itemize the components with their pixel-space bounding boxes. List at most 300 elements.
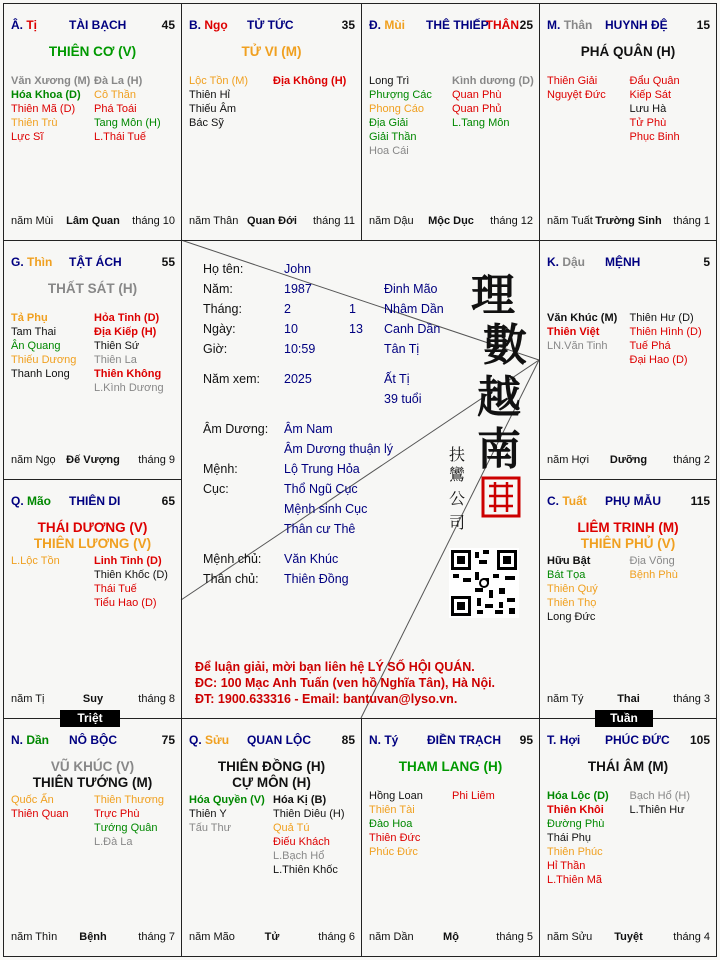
star-column-right <box>94 74 177 144</box>
qr-code <box>449 548 519 618</box>
calligraphy-4: 南 <box>477 424 521 475</box>
palace-phase: Mộc Dục <box>428 215 474 227</box>
palace-phase: Suy <box>82 693 104 705</box>
palace-age-number: 105 <box>689 733 710 747</box>
value-can-month: Nhâm Dần <box>384 302 444 316</box>
palace-branch: Mão <box>27 494 52 508</box>
minor-star: Hóa Khoa (D) <box>11 89 81 101</box>
minor-star: Thiên Phúc <box>547 846 603 858</box>
palace-year: năm Sửu <box>547 931 593 943</box>
star-column-left <box>189 793 273 877</box>
palace-dan <box>3 718 182 957</box>
palace-year: năm Tý <box>547 693 584 705</box>
palace-footer <box>547 693 710 707</box>
palace-age-number: 25 <box>519 18 533 32</box>
minor-star: Thanh Long <box>11 368 70 380</box>
palace-year: năm Thìn <box>11 931 58 943</box>
palace-stem: N. <box>369 733 381 747</box>
palace-name: PHÚC ĐỨC <box>605 733 670 747</box>
star-column-right <box>94 311 177 395</box>
minor-stars <box>369 74 535 158</box>
minor-star: Hồng Loan <box>369 790 423 802</box>
minor-star: Đào Hoa <box>369 818 413 830</box>
major-stars <box>4 520 181 552</box>
value-hour: 10:59 <box>284 342 316 356</box>
minor-star: Văn Khúc (M) <box>547 312 618 324</box>
value-menh-chu: Văn Khúc <box>284 552 339 566</box>
minor-star: Cô Thần <box>94 89 136 101</box>
value-name: John <box>284 262 312 276</box>
palace-year: năm Hợi <box>547 454 590 466</box>
star-column-right <box>273 74 357 130</box>
palace-footer <box>11 931 175 945</box>
minor-star: Thiên Khôi <box>547 804 604 816</box>
major-star: THIÊN LƯƠNG (V) <box>33 536 152 551</box>
value-cuc3: Thân cư Thê <box>284 522 356 536</box>
minor-star: Trực Phù <box>94 808 140 820</box>
palace-mui <box>361 3 540 241</box>
value-am-duong: Âm Nam <box>284 422 333 436</box>
label-menh: Mệnh: <box>203 462 238 476</box>
palace-phase: Đế Vượng <box>66 454 120 466</box>
label-hour: Giờ: <box>203 342 228 356</box>
minor-star: Phượng Các <box>369 89 432 101</box>
minor-star: Thiên Hình (D) <box>629 326 702 338</box>
major-stars <box>540 759 716 775</box>
palace-phase: Bệnh <box>79 931 107 943</box>
palace-year: năm Tị <box>11 693 45 705</box>
palace-branch-label <box>189 18 228 32</box>
major-star: THÁI DƯƠNG (V) <box>37 520 148 535</box>
minor-star: Phong Cáo <box>369 103 425 115</box>
palace-branch: Tị <box>26 18 38 32</box>
palace-phase: Tử <box>264 931 280 943</box>
palace-branch: Thân <box>563 18 593 32</box>
palace-month: tháng 1 <box>673 215 710 227</box>
minor-star: L.Thiên Khốc <box>273 864 338 876</box>
palace-age-number: 35 <box>341 18 355 32</box>
minor-star: Văn Xương (M) <box>11 75 91 87</box>
label-than-chu: Thân chủ: <box>203 572 259 586</box>
palace-branch-label <box>189 733 229 747</box>
major-star: TỬ VI (M) <box>241 44 302 59</box>
palace-mao <box>3 479 182 719</box>
minor-star: Thiên Y <box>189 808 227 820</box>
minor-star: Hỏa Tinh (D) <box>94 312 160 324</box>
palace-month: tháng 5 <box>496 931 533 943</box>
minor-star: Thiên Giải <box>547 75 598 87</box>
center-info <box>181 240 539 718</box>
value-month-lunar: 1 <box>349 302 356 316</box>
palace-footer <box>547 454 710 468</box>
palace-phase: Tuyệt <box>614 931 643 943</box>
minor-star: L.Bạch Hổ <box>273 850 325 862</box>
minor-star: Long Trì <box>369 75 410 87</box>
palace-footer <box>547 931 710 945</box>
palace-stem: Q. <box>11 494 24 508</box>
palace-age-number: 75 <box>161 733 175 747</box>
minor-star: Tả Phụ <box>11 312 48 324</box>
major-stars <box>540 520 716 552</box>
minor-stars <box>11 74 177 144</box>
palace-branch: Sửu <box>205 733 230 747</box>
palace-branch: Ngọ <box>204 18 228 32</box>
minor-star: L.Tang Môn <box>452 117 510 129</box>
label-cuc: Cục: <box>203 482 229 496</box>
palace-branch: Mùi <box>384 18 406 32</box>
major-star: THIÊN CƠ (V) <box>48 44 137 59</box>
major-star: THIÊN TƯỚNG (M) <box>32 775 153 790</box>
major-star: THIÊN ĐỒNG (H) <box>217 759 326 774</box>
palace-footer <box>11 454 175 468</box>
value-menh: Lộ Trung Hỏa <box>284 462 360 476</box>
major-stars <box>182 759 361 791</box>
minor-star: Địa Giải <box>369 117 409 129</box>
palace-month: tháng 6 <box>318 931 355 943</box>
minor-star: Kiếp Sát <box>629 89 672 101</box>
minor-star: Phá Toái <box>94 103 137 115</box>
palace-name: ĐIỀN TRẠCH <box>427 733 501 747</box>
minor-star: Địa Kiếp (H) <box>94 326 157 338</box>
palace-month: tháng 10 <box>132 215 175 227</box>
palace-month: tháng 11 <box>312 215 355 227</box>
major-star: THÁI ÂM (M) <box>587 759 669 774</box>
minor-star: Tam Thai <box>11 326 57 338</box>
palace-footer <box>11 215 175 229</box>
major-star: THẤT SÁT (H) <box>47 281 138 296</box>
palace-suu <box>181 718 362 957</box>
minor-star: Thái Phụ <box>547 832 592 844</box>
palace-stem: B. <box>189 18 201 32</box>
minor-star: Lưu Hà <box>629 103 667 115</box>
minor-star: L.Thiên Mã <box>547 874 603 886</box>
value-day-solar: 10 <box>284 322 298 336</box>
minor-star: Địa Võng <box>629 555 675 567</box>
minor-star: Thiên Tài <box>369 804 415 816</box>
minor-star: Quốc Ấn <box>11 794 54 806</box>
star-column-right <box>630 311 713 367</box>
minor-star: Thiên Đức <box>369 832 421 844</box>
minor-stars <box>11 311 177 395</box>
star-column-right <box>630 789 713 887</box>
label-month: Tháng: <box>203 302 242 316</box>
minor-star: Đường Phù <box>547 818 605 830</box>
palace-age-number: 85 <box>341 733 355 747</box>
minor-star: Kình dương (D) <box>452 75 534 87</box>
minor-star: Hóa Quyền (V) <box>189 794 265 806</box>
palace-branch-label <box>547 18 592 32</box>
small-calligraphy-2: 鸞 <box>449 465 466 484</box>
palace-branch-label <box>11 255 52 269</box>
minor-star: L.Thái Tuế <box>94 131 146 143</box>
minor-star: Hỉ Thần <box>547 860 586 872</box>
minor-star: Bát Tọa <box>547 569 586 581</box>
minor-star: Thiếu Dương <box>11 354 77 366</box>
palace-year: năm Tuất <box>547 215 593 227</box>
minor-stars <box>189 74 357 130</box>
minor-stars <box>11 793 177 849</box>
palace-month: tháng 12 <box>490 215 533 227</box>
label-am-duong: Âm Dương: <box>203 422 269 436</box>
label-day: Ngày: <box>203 322 236 336</box>
small-calligraphy-4: 司 <box>449 513 466 532</box>
palace-branch: Dần <box>26 733 50 747</box>
palace-stem: N. <box>11 733 23 747</box>
palace-footer <box>369 215 533 229</box>
calligraphy-1: 理 <box>471 270 515 321</box>
palace-stem: Â. <box>11 18 23 32</box>
minor-star: Ân Quang <box>11 340 61 352</box>
minor-star: Tuế Phá <box>629 340 671 352</box>
star-column-left <box>547 554 630 624</box>
minor-star: Đẩu Quân <box>629 75 680 87</box>
palace-tuat <box>539 479 717 719</box>
minor-star: Tiểu Hao (D) <box>94 597 157 609</box>
star-column-right <box>452 789 535 859</box>
minor-star: Bác Sỹ <box>189 117 224 129</box>
palace-footer <box>369 931 533 945</box>
red-seal <box>481 476 521 518</box>
palace-stem: C. <box>547 494 559 508</box>
palace-phase: Mộ <box>443 931 459 943</box>
palace-branch: Dậu <box>562 255 586 269</box>
minor-star: Giải Thần <box>369 131 417 143</box>
minor-star: Tang Môn (H) <box>94 117 161 129</box>
major-star: THAM LANG (H) <box>398 759 503 774</box>
value-day-lunar: 13 <box>349 322 363 336</box>
minor-star: Đà La (H) <box>94 75 143 87</box>
palace-age-number: 95 <box>519 733 533 747</box>
small-calligraphy-1: 扶 <box>449 445 466 464</box>
palace-branch-label <box>11 733 49 747</box>
palace-branch: Tuất <box>562 494 587 508</box>
palace-branch-label <box>547 255 585 269</box>
minor-star: Quan Phù <box>452 89 502 101</box>
minor-star: Thiên Quan <box>11 808 69 820</box>
minor-star: Điếu Khách <box>273 836 330 848</box>
minor-star: Hóa Lộc (D) <box>547 790 609 802</box>
palace-year: năm Dậu <box>369 215 414 227</box>
major-stars <box>540 44 716 60</box>
value-can-day: Canh Dần <box>384 322 441 336</box>
minor-star: Thiên Hỉ <box>189 89 230 101</box>
minor-star: Quả Tú <box>273 822 310 834</box>
star-column-left <box>547 74 630 144</box>
palace-phase: Dưỡng <box>609 454 648 466</box>
palace-than <box>539 3 717 241</box>
palace-name: THIÊN DI <box>69 494 121 508</box>
palace-name: TẬT ÁCH <box>69 255 122 269</box>
palace-phase: Thai <box>617 693 640 705</box>
minor-stars <box>547 789 712 887</box>
tuan-badge: Tuần <box>595 710 653 727</box>
value-than-chu: Thiên Đồng <box>284 572 349 586</box>
minor-star: Hoa Cái <box>369 145 409 157</box>
palace-age-number: 115 <box>690 494 710 508</box>
minor-star: Phục Binh <box>629 131 680 143</box>
palace-footer <box>11 693 175 707</box>
palace-stem: Đ. <box>369 18 381 32</box>
major-stars <box>4 44 181 60</box>
palace-age-number: 5 <box>703 255 710 269</box>
minor-star: Phi Liêm <box>452 790 495 802</box>
star-column-right <box>452 74 535 158</box>
palace-ty <box>3 3 182 241</box>
palace-footer <box>547 215 710 229</box>
star-column-right <box>94 554 177 610</box>
palace-stem: M. <box>547 18 561 32</box>
value-can-hour: Tân Tị <box>384 342 420 356</box>
palace-stem: G. <box>11 255 24 269</box>
minor-star: Hữu Bật <box>547 555 591 567</box>
label-menh-chu: Mệnh chủ: <box>203 552 262 566</box>
star-column-right <box>630 74 713 144</box>
value-year: 1987 <box>284 282 312 296</box>
palace-thin <box>3 240 182 480</box>
minor-star: Bệnh Phù <box>629 569 678 581</box>
palace-footer <box>189 215 355 229</box>
value-cuc2: Mệnh sinh Cục <box>284 502 368 516</box>
minor-stars <box>189 793 357 877</box>
palace-branch-label <box>547 494 587 508</box>
major-star: THIÊN PHỦ (V) <box>580 536 676 551</box>
palace-name: TÀI BẠCH <box>69 18 127 32</box>
palace-name: THÊ THIẾP <box>426 18 489 32</box>
palace-age-number: 45 <box>161 18 175 32</box>
star-column-left <box>369 789 452 859</box>
minor-star: L.Kình Dương <box>94 382 164 394</box>
minor-star: Thiên Hư (D) <box>629 312 694 324</box>
palace-ty2 <box>361 718 540 957</box>
palace-ngo <box>181 3 362 241</box>
minor-star: Thiên Việt <box>547 326 600 338</box>
major-star: LIÊM TRINH (M) <box>577 520 679 535</box>
palace-branch-label <box>11 18 37 32</box>
calligraphy-3: 越 <box>477 372 521 423</box>
value-view-year: 2025 <box>284 372 312 386</box>
major-stars <box>182 44 361 60</box>
palace-name: QUAN LỘC <box>247 733 311 747</box>
palace-month: tháng 4 <box>673 931 710 943</box>
calligraphy-2: 數 <box>483 320 527 371</box>
palace-month: tháng 3 <box>673 693 710 705</box>
palace-phase: Trường Sinh <box>595 215 662 227</box>
palace-month: tháng 9 <box>138 454 175 466</box>
value-cuc: Thổ Ngũ Cục <box>284 482 358 496</box>
palace-year: năm Mão <box>189 931 235 943</box>
label-year: Năm: <box>203 282 233 296</box>
minor-star: Phúc Đức <box>369 846 418 858</box>
minor-star: Bạch Hổ (H) <box>629 790 691 802</box>
palace-month: tháng 8 <box>138 693 175 705</box>
star-column-left <box>11 311 94 395</box>
minor-star: Thiên Trù <box>11 117 58 129</box>
minor-star: Tấu Thư <box>189 822 232 834</box>
major-stars <box>362 759 539 775</box>
star-column-right <box>630 554 713 624</box>
minor-star: Nguyệt Đức <box>547 89 606 101</box>
label-name: Họ tên: <box>203 262 244 276</box>
palace-age-number: 55 <box>161 255 175 269</box>
minor-star: Thiên Không <box>94 368 162 380</box>
palace-branch: Hợi <box>559 733 581 747</box>
minor-star: Quan Phủ <box>452 103 502 115</box>
palace-age-number: 65 <box>161 494 175 508</box>
contact-line-3: ĐT: 1900.633316 - Email: bantuvan@lyso.vn. <box>195 692 458 706</box>
minor-star: L.Đà La <box>94 836 133 848</box>
minor-star: Linh Tinh (D) <box>94 555 162 567</box>
palace-age-number: 15 <box>696 18 710 32</box>
minor-star: L.Thiên Hư <box>629 804 685 816</box>
star-column-right <box>94 793 177 849</box>
star-column-left <box>547 789 630 887</box>
minor-star: Thiên Diêu (H) <box>273 808 345 820</box>
palace-name: NÔ BỘC <box>69 733 117 747</box>
than-marker: THÂN <box>485 18 519 32</box>
minor-star: Thiên La <box>94 354 137 366</box>
star-column-left <box>189 74 273 130</box>
minor-star: Thiên Mã (D) <box>11 103 76 115</box>
palace-branch: Tý <box>384 733 399 747</box>
minor-star: Long Đức <box>547 611 596 623</box>
triet-badge: Triệt <box>60 710 120 727</box>
palace-name: TỬ TỨC <box>247 18 294 32</box>
palace-branch-label <box>11 494 51 508</box>
palace-year: năm Thân <box>189 215 239 227</box>
minor-star: Địa Không (H) <box>273 75 347 87</box>
contact-line-1: Để luận giải, mời bạn liên hệ LÝ SỐ HỘI QUÁN. <box>195 660 475 674</box>
minor-star: Thiên Thọ <box>547 597 597 609</box>
contact-line-2: ĐC: 100 Mạc Anh Tuấn (ven hồ Nghĩa Tân), Hà Nội. <box>195 676 496 690</box>
palace-phase: Quan Đới <box>247 215 297 227</box>
palace-name: HUYNH ĐỆ <box>605 18 668 32</box>
palace-stem: K. <box>547 255 559 269</box>
major-stars <box>4 281 181 297</box>
star-column-left <box>547 311 630 367</box>
minor-stars <box>547 554 712 624</box>
minor-star: Thiếu Âm <box>189 103 237 115</box>
palace-year: năm Dần <box>369 931 414 943</box>
value-can-year: Đinh Mão <box>384 282 438 296</box>
value-month-solar: 2 <box>284 302 291 316</box>
minor-star: Thiên Thương <box>94 794 165 806</box>
palace-year: năm Mùi <box>11 215 54 227</box>
major-star: PHÁ QUÂN (H) <box>580 44 676 59</box>
minor-star: Thiên Khốc (D) <box>94 569 168 581</box>
palace-stem: Q. <box>189 733 202 747</box>
value-age: 39 tuổi <box>384 392 422 406</box>
palace-name: PHỤ MẪU <box>605 494 661 508</box>
minor-star: LN.Văn Tinh <box>547 340 608 352</box>
star-column-left <box>369 74 452 158</box>
minor-star: Đại Hao (D) <box>629 354 688 366</box>
major-star: CỰ MÔN (H) <box>232 775 311 790</box>
palace-phase: Lâm Quan <box>66 215 120 227</box>
minor-stars <box>369 789 535 859</box>
palace-branch-label <box>369 733 398 747</box>
minor-star: Thái Tuế <box>94 583 137 595</box>
palace-branch-label <box>547 733 580 747</box>
minor-star: Lực Sĩ <box>11 131 44 143</box>
value-am-duong2: Âm Dương thuận lý <box>284 442 393 456</box>
minor-stars <box>547 74 712 144</box>
major-star: VŨ KHÚC (V) <box>50 759 135 774</box>
label-view-year: Năm xem: <box>203 372 260 386</box>
minor-star: Thiên Quý <box>547 583 598 595</box>
palace-footer <box>189 931 355 945</box>
palace-year: năm Ngọ <box>11 454 56 466</box>
palace-month: tháng 7 <box>138 931 175 943</box>
